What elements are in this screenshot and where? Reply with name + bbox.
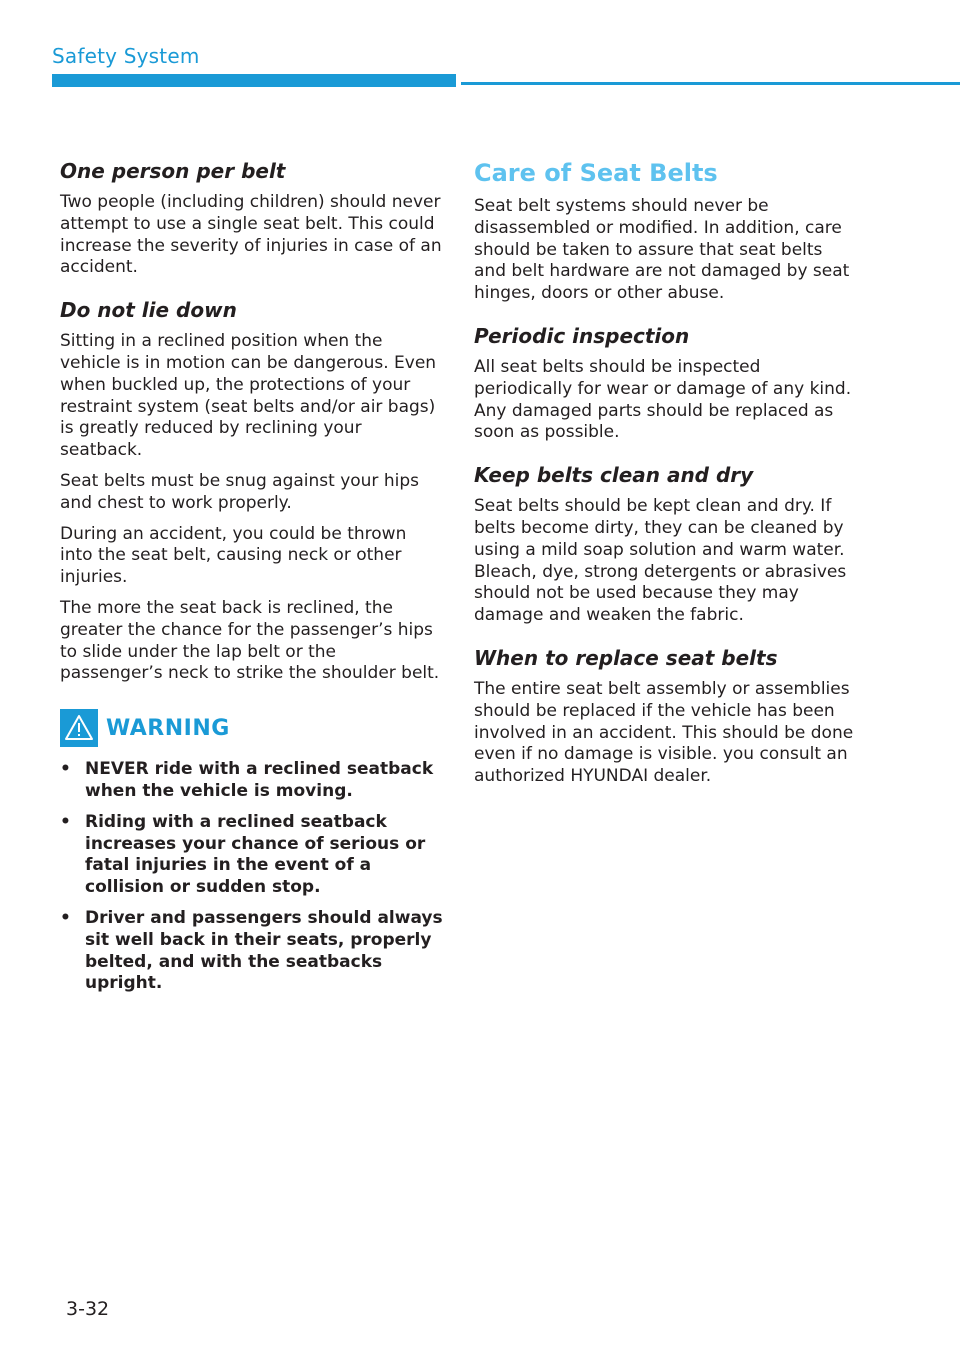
warning-item — [60, 759, 444, 803]
bullet: • — [60, 907, 71, 928]
one-person-per-belt-text: Two people (including children) should never attempt to use a single seat belt. This could increase the severity of injuries in case of an accident. — [60, 192, 442, 278]
warning-list — [60, 759, 444, 995]
warning-title: WARNING — [106, 715, 230, 741]
left-column — [60, 158, 444, 1004]
do-not-lie-down-text-1: Sitting in a reclined position when the vehicle is in motion can be dangerous. Even when buckled up, the protections of your restraint system (seat belts and/or air bags) is greatly reduced by reclining your seatback. — [60, 331, 437, 461]
warning-header — [60, 709, 444, 747]
replace-seat-belts-heading: When to replace seat belts — [474, 645, 778, 670]
replace-seat-belts-text: The entire seat belt assembly or assemblies should be replaced if the vehicle has been involved in an accident. This should be done even if no damage is visible. you consult an authorized HYUNDAI dealer. — [474, 678, 854, 787]
warning-item-text: Driver and passengers should always sit well back in their seats, properly belted, and with the seatbacks upright. — [85, 907, 443, 994]
keep-belts-clean-heading: Keep belts clean and dry — [474, 463, 754, 488]
warning-triangle-icon — [60, 709, 98, 747]
warning-item — [60, 812, 444, 899]
do-not-lie-down-text-4: The more the seat back is reclined, the greater the chance for the passenger’s hips to slide under the lap belt or the passenger’s neck to strike the shoulder belt. — [60, 597, 440, 684]
do-not-lie-down-text-3: During an accident, you could be thrown into the seat belt, causing neck or other injuries. — [60, 523, 407, 588]
do-not-lie-down-heading: Do not lie down — [60, 298, 237, 323]
do-not-lie-down-text-2: Seat belts must be snug against your hips and chest to work properly. — [60, 470, 419, 513]
periodic-inspection-heading: Periodic inspection — [474, 323, 690, 348]
header-bar — [52, 74, 456, 87]
page-number: 3-32 — [66, 1298, 110, 1320]
bullet: • — [60, 759, 71, 780]
warning-item-text: Riding with a reclined seatback increases your chance of serious or fatal injuries in the event of a collision or sudden stop. — [85, 811, 426, 898]
right-column — [474, 158, 858, 797]
keep-belts-clean-text: Seat belts should be kept clean and dry. If belts become dirty, they can be cleaned by using a mild soap solution and warm water. Bleach, dye, strong detergents or abrasives should not be used because they may damage and weaken the fabric. — [474, 496, 847, 626]
care-intro-text: Seat belt systems should never be disassembled or modified. In addition, care should be taken to assure that seat belts and belt hardware are not damaged by seat hinges, doors or other abuse. — [474, 196, 850, 304]
warning-item-text: NEVER ride with a reclined seatback when the vehicle is moving. — [85, 759, 434, 801]
header-rule — [461, 82, 960, 85]
care-of-seat-belts-title: Care of Seat Belts — [474, 159, 718, 187]
header-title: Safety System — [52, 44, 200, 68]
one-person-per-belt-heading: One person per belt — [60, 159, 286, 183]
periodic-inspection-text: All seat belts should be inspected periodically for wear or damage of any kind. Any damaged parts should be replaced as soon as possible. — [474, 356, 852, 443]
bullet: • — [60, 811, 71, 832]
warning-item — [60, 908, 444, 995]
